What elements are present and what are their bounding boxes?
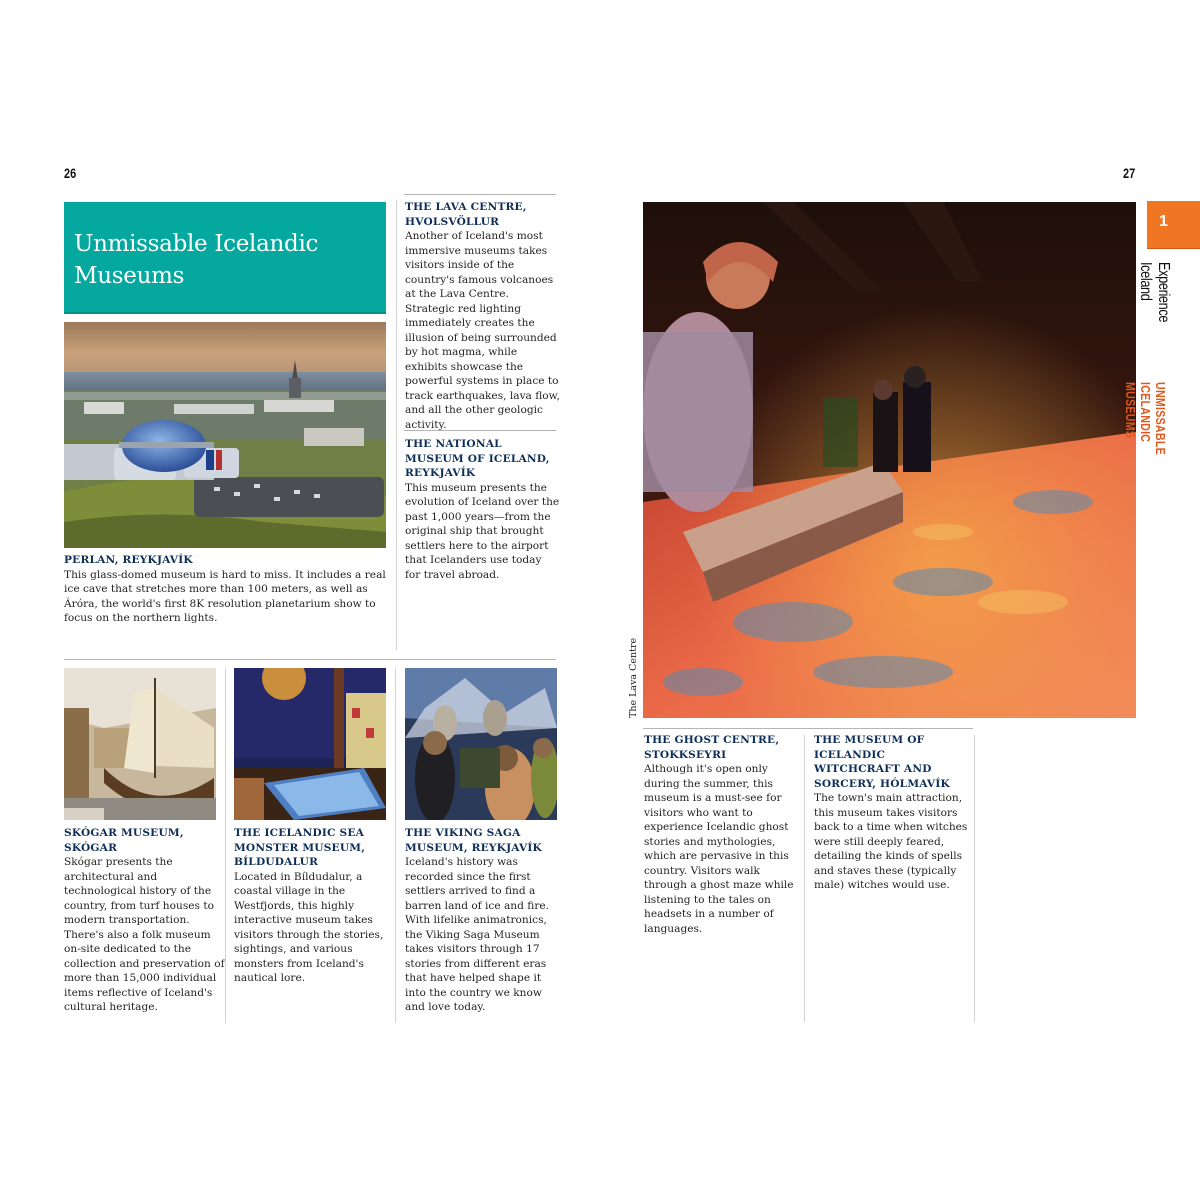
running-head-section: Experience Iceland bbox=[1137, 262, 1172, 323]
feature-heading: SKÓGAR MUSEUM, SKÓGAR bbox=[64, 827, 184, 854]
feature-heading: THE ICELANDIC SEA MONSTER MUSEUM, BÍLDUDALUR bbox=[234, 827, 366, 868]
feature-body: Although it's open only during the summer, this museum is a must-see for visitors who want to experience Icelandic ghost stories and mythologies, which are pervasive in this country. Visitors walk through a ghost maze while listening to the tales on headsets in a number of languages. bbox=[644, 763, 794, 935]
feature-ghost-centre bbox=[644, 733, 804, 936]
lava-centre-photo bbox=[643, 202, 1136, 718]
page-title: Unmissable Icelandic Museums bbox=[74, 231, 319, 289]
feature-body: This museum presents the evolution of Iceland over the past 1,000 years—from the original ship that brought settlers here to the airport that Icelanders use today for travel abroad. bbox=[405, 481, 560, 581]
feature-heading: THE NATIONAL MUSEUM OF ICELAND, REYKJAVÍK bbox=[405, 438, 550, 479]
feature-heading: THE LAVA CENTRE, HVOLSVÖLLUR bbox=[405, 201, 527, 228]
chapter-number: 1 bbox=[1159, 213, 1168, 230]
feature-witchcraft-museum bbox=[814, 733, 974, 893]
column-divider bbox=[395, 668, 396, 1023]
column-divider bbox=[804, 735, 805, 1022]
chapter-tab bbox=[1147, 201, 1200, 249]
column-divider bbox=[225, 668, 226, 1023]
feature-sea-monster bbox=[234, 826, 394, 986]
lava-centre-image bbox=[643, 202, 1136, 718]
perlan-image bbox=[64, 322, 386, 548]
column-divider bbox=[396, 200, 397, 650]
feature-heading: PERLAN, REYKJAVÍK bbox=[64, 554, 193, 566]
sea-monster-photo bbox=[234, 668, 386, 820]
feature-perlan bbox=[64, 553, 394, 626]
section-rule bbox=[404, 430, 556, 431]
feature-skogar bbox=[64, 826, 229, 1015]
perlan-photo bbox=[64, 322, 386, 548]
sea-monster-image bbox=[234, 668, 386, 820]
column-divider bbox=[974, 735, 975, 1022]
feature-body: Iceland's history was recorded since the first settlers arrived to find a barren land of ice and fire. With lifelike animatronics, the Viking Saga Museum takes visitors through 17 stories from different eras that have helped shape it into the country we know and love today. bbox=[405, 856, 550, 1013]
feature-lava-centre bbox=[405, 200, 560, 432]
page-number-left: 26 bbox=[64, 165, 77, 181]
feature-viking-saga bbox=[405, 826, 560, 1015]
photo-credit: The Lava Centre bbox=[628, 637, 639, 718]
feature-heading: THE GHOST CENTRE, STOKKSEYRI bbox=[644, 734, 780, 761]
viking-saga-image bbox=[405, 668, 557, 820]
skogar-photo bbox=[64, 668, 216, 820]
feature-body: Skógar presents the architectural and technological history of the country, from turf houses to modern transportation. There's also a folk museum on-site dedicated to the collection and preservation of more than 15,000 individual items reflective of Iceland's cultural heritage. bbox=[64, 856, 225, 1013]
row-rule bbox=[64, 659, 556, 660]
feature-heading: THE MUSEUM OF ICELANDIC WITCHCRAFT AND SORCERY, HÓLMAVÍK bbox=[814, 734, 950, 790]
viking-saga-photo bbox=[405, 668, 557, 820]
feature-body: The town's main attraction, this museum takes visitors back to a time when witches were still deeply feared, detailing the kinds of spells and staves these (typically male) witches would use. bbox=[814, 792, 968, 891]
title-banner bbox=[64, 202, 386, 314]
section-rule bbox=[643, 728, 973, 729]
page-number-right: 27 bbox=[1123, 165, 1136, 181]
feature-heading: THE VIKING SAGA MUSEUM, REYKJAVÍK bbox=[405, 827, 542, 854]
feature-body: Located in Bíldudalur, a coastal village in the Westfjords, this highly interactive museum takes visitors through the stories, sightings, and various monsters from Iceland's nautical lore. bbox=[234, 870, 384, 984]
feature-national-museum bbox=[405, 437, 560, 582]
running-head-chapter: UNMISSABLE ICELANDIC MUSEUMS bbox=[1123, 382, 1168, 455]
feature-body: This glass-domed museum is hard to miss. It includes a real ice cave that stretches more than 100 meters, as well as Áróra, the world's first 8K resolution planetarium show to focus on the northern lights. bbox=[64, 568, 386, 624]
feature-body: Another of Iceland's most immersive museums takes visitors inside of the country's famous volcanoes at the Lava Centre. Strategic red lighting immediately creates the illusion of being surrounded by hot magma, while exhibits showcase the powerful systems in place to track earthquakes, lava flow, and all the other geologic activity. bbox=[405, 230, 560, 431]
section-rule bbox=[404, 194, 556, 195]
skogar-image bbox=[64, 668, 216, 820]
